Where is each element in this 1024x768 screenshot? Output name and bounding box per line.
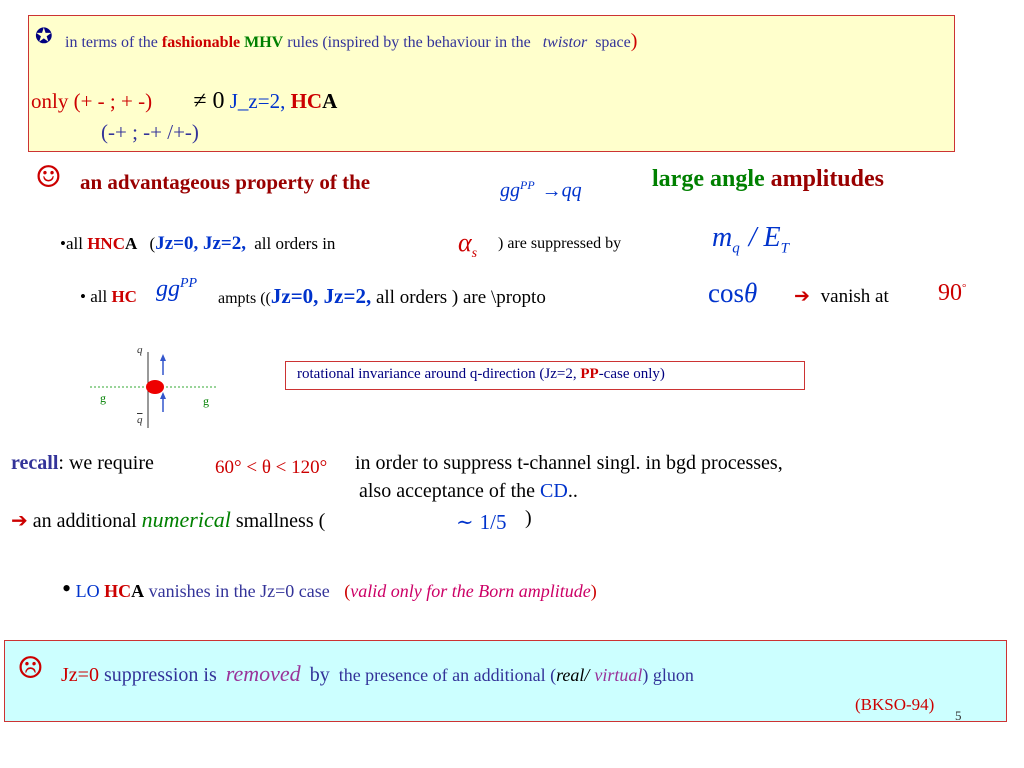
lo-hca-line: • LO HCA vanishes in the Jz=0 case (valid only for the Born amplitude) (62, 574, 597, 603)
recall-line2: also acceptance of the CD.. (359, 480, 578, 502)
gg-to-qq-formula: $gg^{PP} \to qq$ (500, 178, 582, 202)
angle-range: 60° < θ < 120° (215, 457, 328, 478)
large-angle-amplitudes: large angle amplitudes (652, 166, 884, 192)
hc-ampts-text: ampts ((Jz=0, Jz=2, all orders ) are \propto (218, 284, 546, 308)
recall-line: recall: we require (11, 452, 154, 474)
arrow-up-icon (160, 392, 166, 399)
helicity-config-line: only (+ - ; + -) ≠ 0 J_z=2, HCA (31, 88, 338, 114)
additional-smallness-line: ➔ an additional numerical smallness ( (11, 507, 326, 532)
reference-bkso: (BKSO-94) (855, 695, 935, 714)
rotation-diagram (85, 340, 225, 435)
interaction-vertex-icon (146, 380, 164, 394)
rotational-invariance-box (285, 361, 805, 390)
close-paren: ) (525, 507, 532, 529)
mhv-rules-box (28, 15, 955, 152)
bullet-hnca: •all HNCA (Jz=0, Jz=2, all orders in (60, 233, 336, 254)
g-left-label: g (100, 391, 106, 405)
recall-rest: in order to suppress t-channel singl. in bgd processes, (355, 452, 783, 474)
alpha-s-symbol: $\alpha_s$ (458, 228, 478, 262)
ninety-degrees: 90° (938, 280, 967, 306)
rotational-invariance-text: rotational invariance around q-direction (Jz=2, PP-case only) (297, 366, 665, 382)
gg-pp-symbol: $gg^{PP}$ (156, 276, 198, 302)
q-bottom-label: $\overline{q}$ (137, 414, 143, 426)
bullet-hc: • all HC (80, 287, 137, 306)
cos-theta: cosθ (708, 278, 758, 308)
suppression-removed-line: Jz=0 suppression is removed by the presence of an additional (real/ virtual) gluon (61, 661, 694, 686)
helicity-config-line2: (-+ ; -+ /+-) (101, 120, 199, 144)
q-top-label: q (137, 344, 143, 356)
suppressed-text: ) are suppressed by (498, 235, 622, 252)
g-right-label: g (203, 394, 209, 408)
arrow-up-icon (160, 354, 166, 361)
one-fifth: ∼ 1/5 (456, 510, 507, 534)
star-icon: ✪ (35, 24, 53, 48)
mhv-line: in terms of the fashionable MHV rules (inspired by the behaviour in the twistor space) (65, 30, 638, 52)
vanish-text: ➔ vanish at (794, 286, 889, 307)
page-number: 5 (955, 708, 962, 723)
smile-icon: ☺ (35, 160, 62, 195)
advantage-text: an advantageous property of the (80, 170, 371, 194)
frown-icon: ☹ (17, 651, 44, 686)
mq-over-et: $m_q / E_T$ (712, 222, 789, 257)
jz-suppression-box (4, 640, 1007, 722)
